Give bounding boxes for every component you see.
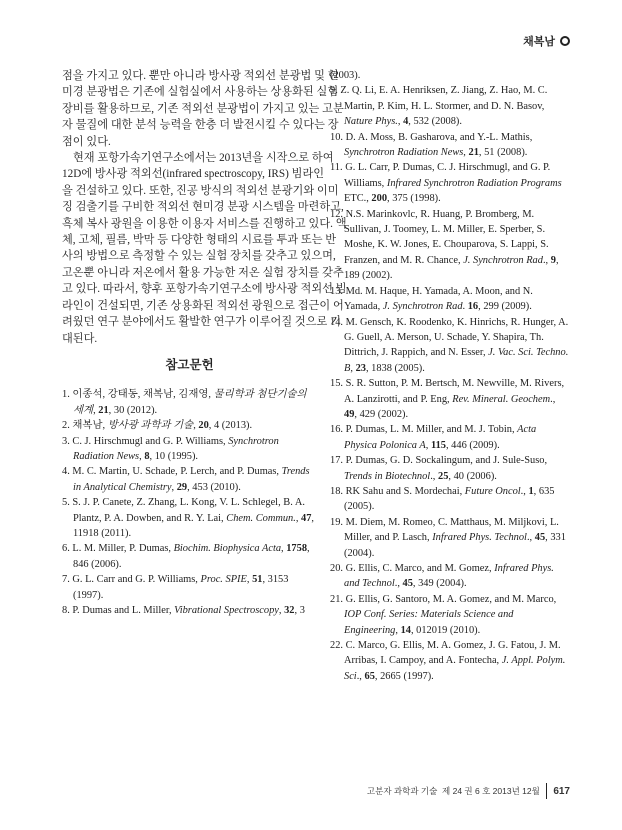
reference-text: , bbox=[278, 605, 285, 616]
reference-volume: 115 bbox=[430, 439, 446, 451]
body-line: 흑체 복사 광원을 이용한 이용자 서비스를 진행하고 있다. 액 bbox=[62, 217, 347, 230]
reference-source: Proc. SPIE bbox=[200, 574, 247, 586]
reference-text: ., bbox=[550, 393, 556, 405]
reference-text: 9. Z. Q. Li, E. A. Henriksen, Z. Jiang, Z. Hao, M. C. Martin, P. Kim, H. L. Stormer, and D. N. Basov, bbox=[330, 85, 548, 112]
reference-text: 7. G. L. Carr and G. P. Williams, bbox=[62, 574, 201, 586]
reference-volume: 49 bbox=[344, 408, 355, 420]
reference-source: J. Vac. Sci. Techno. B bbox=[344, 347, 569, 374]
body-line: 점이 있다. bbox=[62, 135, 111, 148]
reference-text: , bbox=[397, 116, 404, 128]
reference-source: Trends in Biotechnol bbox=[344, 470, 431, 482]
reference-text: , 331 (2004). bbox=[344, 532, 566, 559]
reference-text: , bbox=[295, 512, 302, 524]
reference-text: , 429 (2002). bbox=[354, 408, 409, 420]
body-line: 점을 가지고 있다. 뿐만 아니라 방사광 적외선 분광법 및 현 bbox=[62, 70, 339, 82]
reference-text: ., bbox=[520, 485, 529, 497]
reference-text: , 3153 (1997). bbox=[73, 574, 289, 601]
reference-text: , 349 (2004). bbox=[412, 578, 467, 590]
reference-source: Infrared Synchrotron Radiation Programs bbox=[386, 177, 562, 189]
reference-text: ., bbox=[430, 470, 438, 482]
reference-text: , 375 (1998). bbox=[387, 193, 441, 205]
reference-text: , bbox=[425, 439, 431, 451]
reference-text: 21. G. Ellis, G. Santoro, M. A. Gomez, and M. Marco, bbox=[330, 593, 557, 605]
reference-item bbox=[62, 541, 317, 572]
running-header bbox=[523, 33, 570, 49]
reference-text: 2. 채복남, bbox=[62, 420, 108, 432]
reference-text: ., bbox=[526, 532, 535, 544]
reference-text: ., bbox=[356, 670, 365, 682]
circle-icon bbox=[560, 36, 570, 46]
references-heading: 참고문헌 bbox=[165, 357, 214, 372]
body-line: 고 있다. 따라서, 향후 포항가속기연구소에 방사광 적외선 빔 bbox=[62, 283, 347, 296]
reference-source: 물리학과 첨단기술의 세계 bbox=[73, 389, 307, 416]
reference-item bbox=[330, 376, 570, 422]
reference-text: ., bbox=[394, 578, 403, 590]
reference-item bbox=[62, 495, 317, 541]
reference-text: , 1838 (2005). bbox=[365, 362, 425, 374]
reference-source: J. Appl. Polym. Sci bbox=[344, 655, 566, 682]
reference-volume: 14 bbox=[400, 624, 411, 636]
reference-text: 18. RK Sahu and S. Mordechai, bbox=[330, 485, 465, 497]
reference-text: 1. 이종석, 강태동, 채복남, 김재영, bbox=[62, 389, 214, 401]
reference-text: , bbox=[139, 450, 145, 462]
reference-volume: 21 bbox=[468, 147, 479, 159]
reference-text: 12. N.S. Marinkovlc, R. Huang, P. Bromberg, M. Sullivan, J. Toomey, L. M. Miller, E. Sperber, S. Moshe, K. W. Jones, E. Chouparova, S. Lappi, S. Franzen, and M. R. Chance, bbox=[330, 208, 549, 266]
reference-text: 20. G. Ellis, C. Marco, and M. Gomez, bbox=[330, 563, 495, 574]
reference-item bbox=[330, 83, 570, 129]
reference-text: , 446 (2009). bbox=[445, 439, 500, 451]
reference-source: IOP Conf. Series: Materials Science and Engineering bbox=[344, 609, 514, 636]
reference-text: 8. P. Dumas and L. Miller, bbox=[62, 605, 175, 616]
page-number: 617 bbox=[553, 785, 570, 797]
reference-item bbox=[330, 284, 570, 315]
reference-text: , bbox=[246, 574, 253, 586]
reference-source: 방사광 과학과 기술 bbox=[107, 420, 194, 432]
right-column bbox=[330, 68, 570, 684]
footer-divider bbox=[546, 783, 548, 799]
references-list-right bbox=[330, 68, 570, 684]
reference-source: Synchrotron Radiation News bbox=[73, 435, 279, 462]
body-line: 려웠던 연구 분야에서도 활발한 연구가 이루어질 것으로 기 bbox=[62, 316, 341, 329]
reference-volume: 8 bbox=[144, 450, 150, 462]
body-line: 현재 포항가속기연구소에서는 2013년을 시작으로 하여 bbox=[73, 152, 334, 165]
body-line: 장비를 활용하므로, 기존 적외선 분광법이 가지고 있는 고분 bbox=[62, 102, 344, 115]
reference-text: 22. C. Marco, G. Ellis, M. A. Gomez, J. G. Fatou, J. M. Arribas, I. Campoy, and A. Fontecha, bbox=[330, 640, 561, 667]
reference-volume: 47 bbox=[301, 512, 312, 524]
reference-text: 10. D. A. Moss, B. Gasharova, and Y.-L. Mathis, bbox=[330, 131, 533, 143]
journal-info: 고분자 과학과 기술 제 24 권 6 호 2013년 12월 bbox=[366, 786, 540, 796]
reference-text: ETC., bbox=[344, 193, 372, 205]
body-line: 대된다. bbox=[62, 332, 98, 345]
body-line: 라인이 건설되면, 기존 상용화된 적외선 광원으로 접근이 어 bbox=[62, 299, 344, 312]
reference-text: , 846 (2006). bbox=[73, 543, 310, 570]
reference-text: 14. M. Gensch, K. Roodenko, K. Hinrichs, R. Hunger, A. G. Guell, A. Merson, U. Schade, Y. Shapira, Th. Dittrich, J. Rappich, and N. Esser, bbox=[330, 316, 569, 359]
reference-text: , 51 (2008). bbox=[478, 147, 528, 159]
reference-text: , bbox=[350, 362, 356, 374]
reference-item bbox=[330, 68, 570, 83]
reference-item bbox=[62, 418, 317, 433]
reference-item bbox=[62, 572, 317, 603]
body-line: 을 건설하고 있다. 또한, 진공 방식의 적외선 분광기와 이미 bbox=[62, 184, 339, 197]
reference-text: , bbox=[193, 420, 199, 432]
reference-source: Nature Phys. bbox=[344, 116, 398, 128]
reference-volume: 25 bbox=[438, 470, 449, 482]
reference-volume: 45 bbox=[534, 532, 546, 544]
reference-source: J. Synchrotron Rad bbox=[382, 301, 463, 313]
reference-text: . bbox=[462, 301, 468, 313]
reference-text: , 189 (2002). bbox=[344, 254, 559, 282]
reference-item bbox=[330, 561, 570, 592]
reference-item bbox=[330, 130, 570, 161]
reference-text: 17. P. Dumas, G. D. Sockalingum, and J. Sule-Suso, bbox=[330, 455, 548, 467]
reference-item bbox=[62, 464, 317, 495]
reference-volume: 51 bbox=[252, 574, 263, 586]
reference-item bbox=[330, 592, 570, 638]
reference-item bbox=[62, 434, 317, 465]
reference-text: , 10 (1995). bbox=[149, 450, 198, 462]
reference-text: , 40 (2006). bbox=[448, 470, 497, 482]
reference-text: 3. C. J. Hirschmugl and G. P. Williams, bbox=[62, 435, 229, 447]
reference-volume: 1758 bbox=[286, 543, 308, 555]
reference-volume: 20 bbox=[198, 420, 209, 432]
reference-item bbox=[62, 603, 317, 618]
body-line: 12D에 방사광 적외선(infrared spectroscopy, IRS) 빔라인 bbox=[62, 168, 325, 181]
reference-text: , bbox=[281, 543, 287, 555]
body-line: 미경 분광법은 기존에 실험실에서 사용하는 상용화된 실험 bbox=[62, 86, 339, 99]
reference-source: Vibrational Spectroscopy bbox=[174, 605, 279, 616]
reference-source: Biochim. Biophysica Acta bbox=[173, 543, 282, 555]
reference-text: 15. S. R. Sutton, P. M. Bertsch, M. Newville, M. Rivers, A. Lanzirotti, and P. Eng, bbox=[330, 378, 565, 405]
reference-volume: 29 bbox=[176, 481, 188, 493]
reference-text: , 635 (2005). bbox=[344, 485, 555, 513]
reference-item bbox=[330, 315, 570, 377]
reference-text: 5. S. J. P. Canete, Z. Zhang, L. Kong, V. L. Schlegel, B. A. Plantz, P. A. Dowben, and R. Y. Lai, bbox=[62, 497, 305, 524]
reference-volume: 9 bbox=[548, 254, 556, 266]
reference-text: , 532 (2008). bbox=[408, 116, 462, 128]
reference-text: (2003). bbox=[330, 70, 361, 81]
reference-text: 11. G. L. Carr, P. Dumas, C. J. Hirschmugl, and G. P. Williams, bbox=[330, 162, 551, 189]
reference-text: , 2665 (1997). bbox=[374, 670, 434, 682]
reference-item bbox=[330, 484, 570, 515]
reference-text: ., bbox=[542, 254, 549, 266]
reference-volume: 23 bbox=[355, 362, 366, 374]
reference-source: Rev. Mineral. Geochem bbox=[452, 393, 551, 405]
reference-source: J. Synchrotron Rad bbox=[463, 254, 543, 266]
reference-item bbox=[330, 160, 570, 206]
reference-volume: 1 bbox=[528, 485, 534, 497]
reference-text: 19. M. Diem, M. Romeo, C. Matthaus, M. Miljkovi, L. Miller, and P. Lasch, bbox=[330, 516, 559, 544]
reference-text: , 11918 (2011). bbox=[73, 512, 315, 539]
reference-text: , 30 (2012). bbox=[108, 404, 158, 416]
reference-text: 6. L. M. Miller, P. Dumas, bbox=[62, 543, 174, 555]
reference-text: , bbox=[395, 624, 401, 636]
reference-source: Infrared Phys. and Technol bbox=[344, 563, 554, 590]
reference-volume: 16 bbox=[467, 301, 479, 313]
reference-volume: 45 bbox=[402, 578, 413, 590]
reference-item bbox=[330, 638, 570, 684]
reference-source: Acta Physica Polonica A bbox=[344, 424, 537, 451]
reference-text: , 4 (2013). bbox=[208, 420, 253, 432]
body-line: 체, 고체, 필름, 박막 등 다양한 형태의 시료를 투과 또는 반 bbox=[62, 234, 337, 247]
body-line: 사의 방법으로 측정할 수 있는 실험 장치를 갖추고 있으며, bbox=[62, 250, 336, 263]
reference-text: , bbox=[463, 147, 469, 159]
reference-volume: 32 bbox=[284, 605, 295, 616]
reference-volume: 4 bbox=[403, 116, 409, 128]
reference-text: 16. P. Dumas, L. M. Miller, and M. J. Tobin, bbox=[330, 424, 518, 436]
reference-source: Chem. Commun. bbox=[226, 512, 296, 524]
reference-text: , 299 (2009). bbox=[478, 301, 532, 313]
reference-volume: 21 bbox=[98, 404, 109, 416]
reference-text: 4. M. C. Martin, U. Schade, P. Lerch, and P. Dumas, bbox=[62, 466, 282, 478]
reference-text: , bbox=[93, 404, 99, 416]
body-line: 자 물질에 대한 분석 능력을 한층 더 발전시킬 수 있다는 장 bbox=[62, 119, 339, 132]
reference-item bbox=[330, 422, 570, 453]
reference-source: Infrared Phys. Technol bbox=[432, 532, 527, 544]
body-line: 징 검출기를 구비한 적외선 현미경 분광 시스템을 마련하고, bbox=[62, 201, 344, 214]
reference-source: Synchrotron Radiation News bbox=[344, 147, 464, 159]
reference-text: , 453 (2010). bbox=[187, 481, 241, 493]
author-name: 채복남 bbox=[523, 36, 555, 48]
reference-volume: 65 bbox=[364, 670, 375, 682]
reference-source: Trends in Analytical Chemistry bbox=[73, 466, 310, 493]
reference-item bbox=[330, 453, 570, 484]
page-footer bbox=[367, 783, 570, 799]
body-line: 고온뿐 아니라 저온에서 활용 가능한 저온 실험 장치를 갖추 bbox=[62, 266, 344, 279]
reference-volume: 200 bbox=[371, 193, 388, 205]
reference-text: , 3 bbox=[294, 605, 305, 616]
reference-item bbox=[330, 207, 570, 284]
reference-item bbox=[62, 387, 317, 418]
reference-text: , bbox=[171, 481, 177, 493]
reference-source: Future Oncol bbox=[464, 485, 521, 497]
reference-text: 13. Md. M. Haque, H. Yamada, A. Moon, and N. Yamada, bbox=[330, 285, 533, 313]
reference-text: , 012019 (2010). bbox=[410, 624, 481, 636]
references-list-left bbox=[62, 387, 317, 618]
reference-item bbox=[330, 515, 570, 561]
